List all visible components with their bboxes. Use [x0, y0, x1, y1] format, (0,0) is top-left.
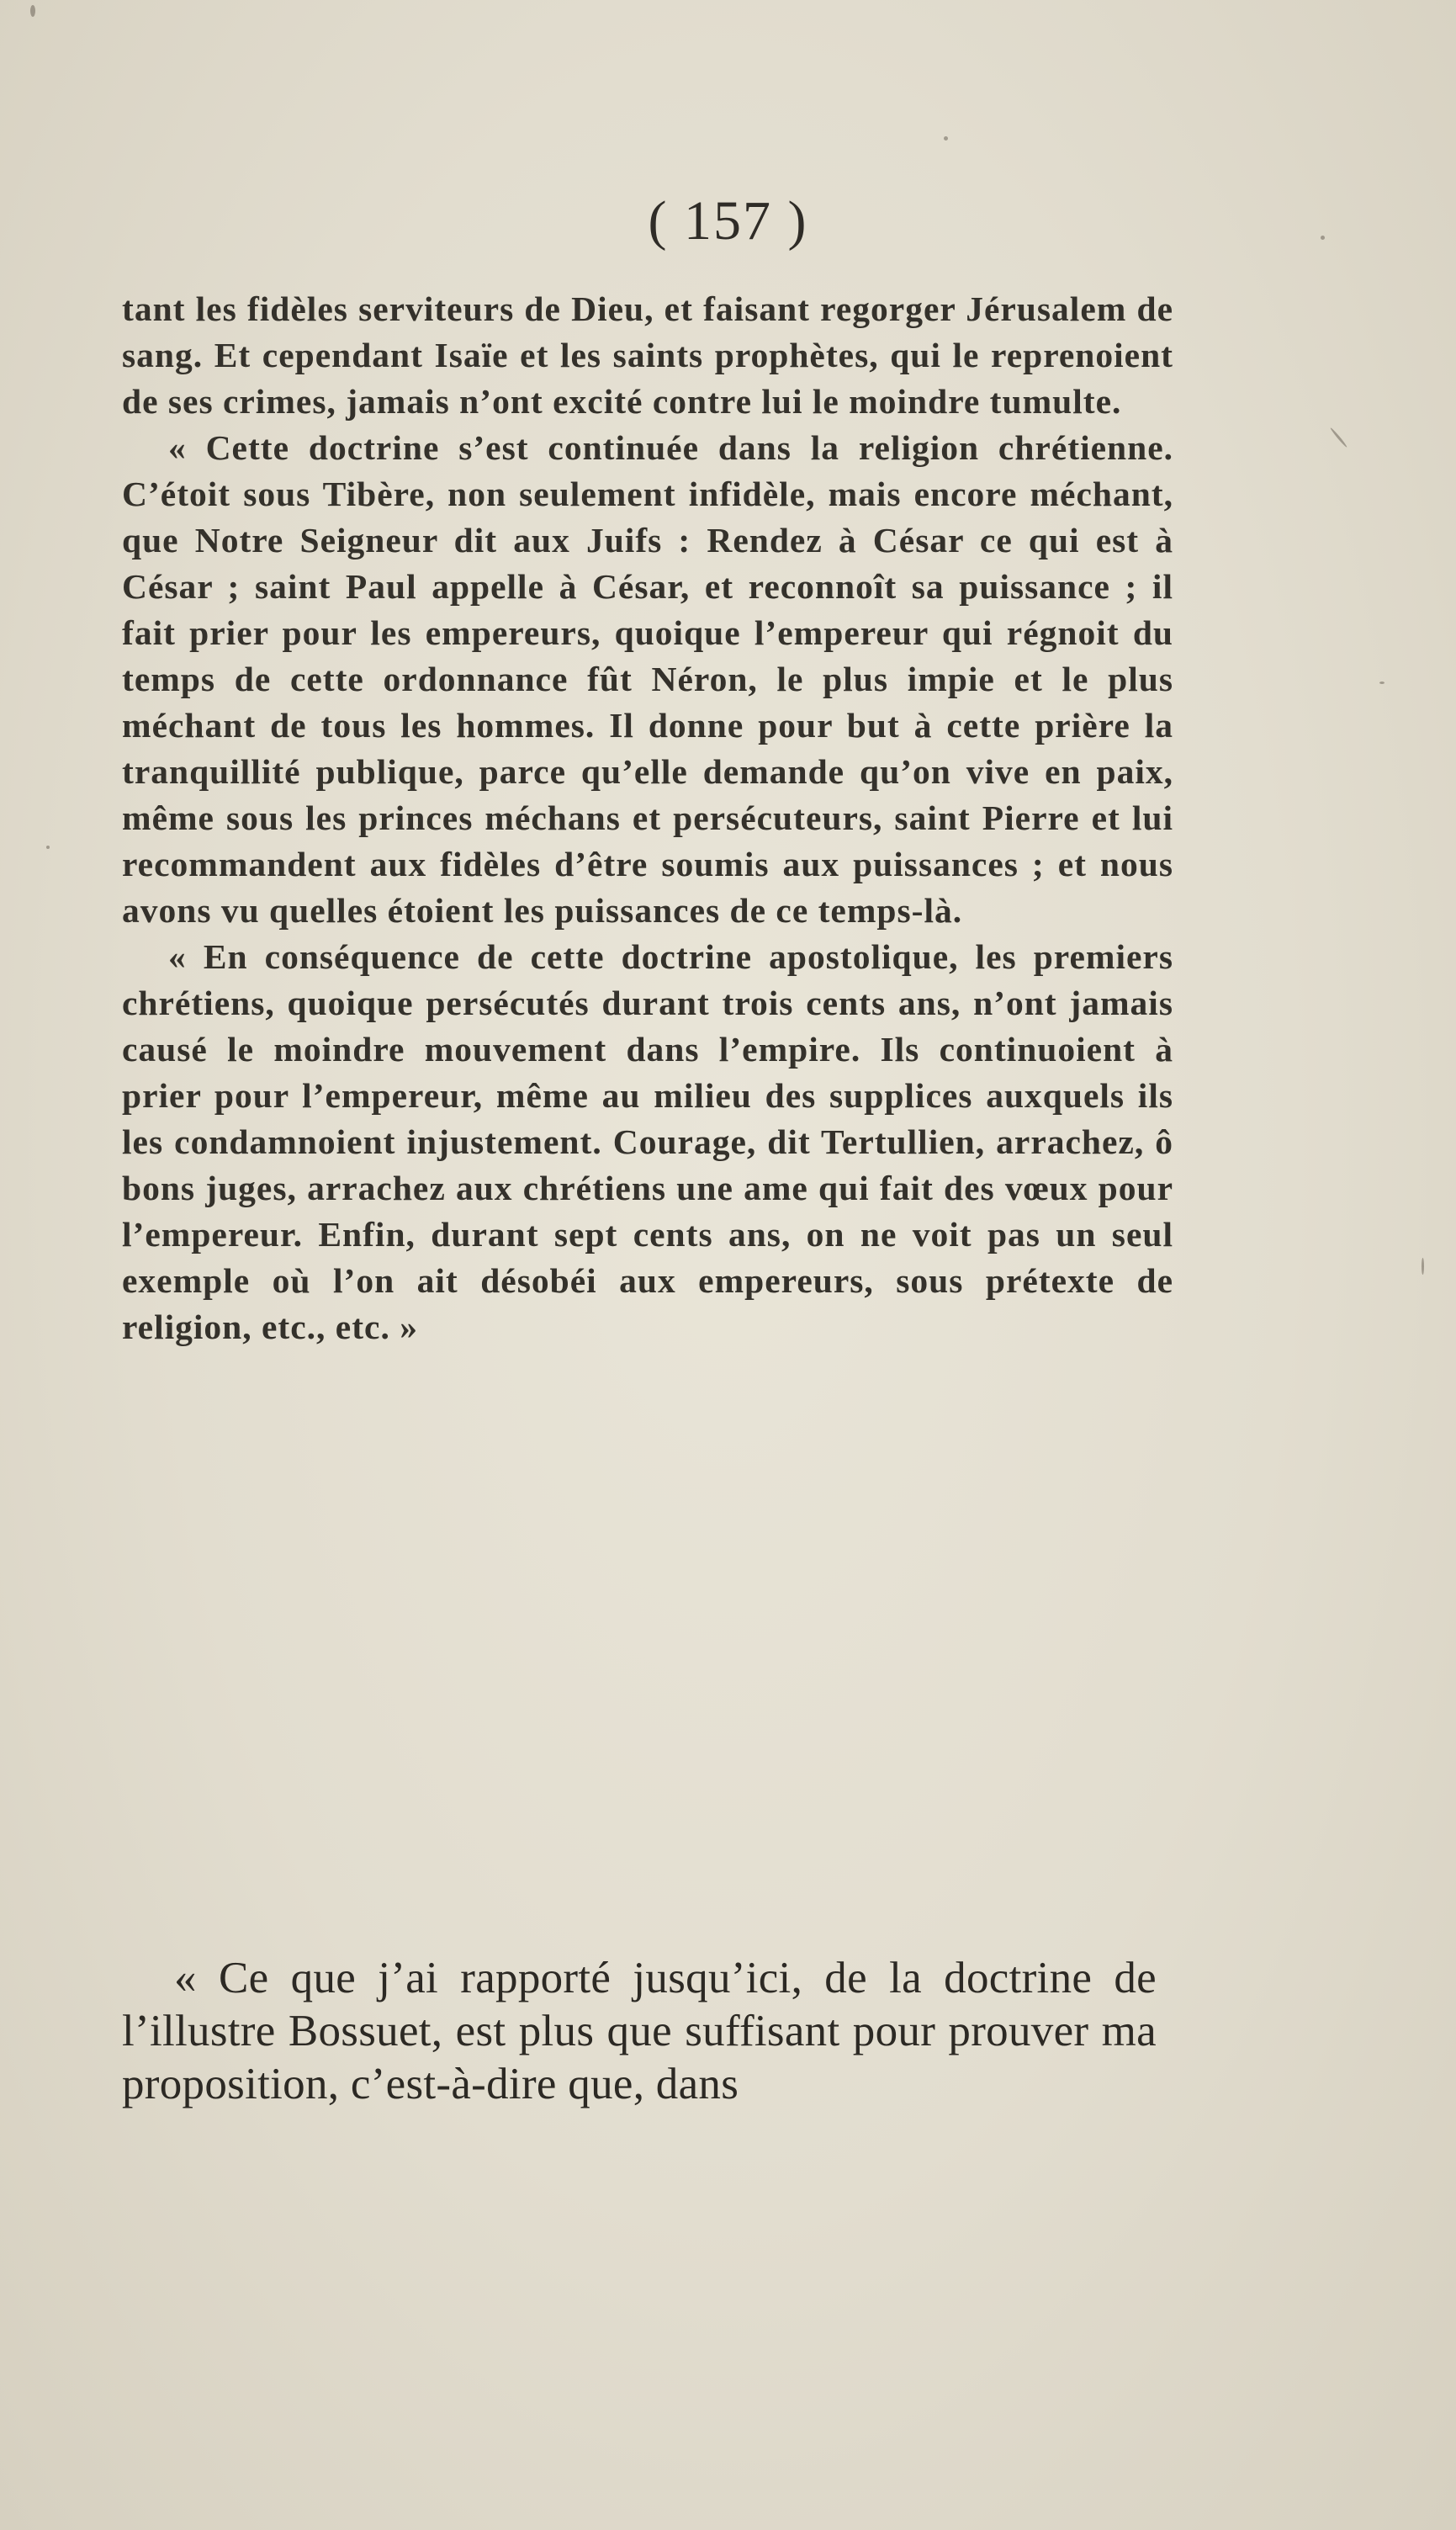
quote-paragraph: tant les fidèles serviteurs de Dieu, et faisant regorger Jérusalem de sang. Et cependant Isaïe et les saints prophètes, qui le reprenoient de ses crimes, jamais n’ont excité contre lui le moindre tumulte. [122, 289, 1173, 421]
paper-speck [30, 5, 35, 17]
body-paragraph: « Ce que j’ai rapporté jusqu’ici, de la doctrine de l’illustre Bossuet, est plus que suffisant pour prouver ma proposition, c’est-à-dire que, dans [122, 1954, 1157, 2108]
main-text [122, 1952, 1157, 2111]
paper-speck [1379, 682, 1385, 684]
quote-paragraph: « En conséquence de cette doctrine apostolique, les premiers chrétiens, quoique persécutés durant trois cents ans, n’ont jamais causé le moindre mouvement dans l’empire. Ils continuoient à prier pour l’empereur, même au milieu des supplices auxquels ils les condamnoient injustement. Courage, dit Tertullien, arrachez, ô bons juges, arrachez aux chrétiens une ame qui fait des vœux pour l’empereur. Enfin, durant sept cents ans, on ne voit pas un seul exemple où l’on ait désobéi aux empereurs, sous prétexte de religion, etc., etc. » [122, 937, 1173, 1346]
paper-speck [1330, 427, 1348, 448]
quote-paragraph: « Cette doctrine s’est continuée dans la religion chrétienne. C’étoit sous Tibère, non seulement infidèle, mais encore méchant, que Notre Seigneur dit aux Juifs : Rendez à César ce qui est à César ; saint Paul appelle à César, et reconnoît sa puissance ; il fait prier pour les empereurs, quoique l’empereur qui régnoit du temps de cette ordonnance fût Néron, le plus impie et le plus méchant de tous les hommes. Il donne pour but à cette prière la tranquillité publique, parce qu’elle demande qu’on vive en paix, même sous les princes méchans et persécuteurs, saint Pierre et lui recommandent aux fidèles d’être soumis aux puissances ; et nous avons vu quelles étoient les puissances de ce temps-là. [122, 428, 1173, 930]
page-number: ( 157 ) [648, 190, 808, 252]
paper-speck [46, 846, 50, 849]
paper-speck [1422, 1258, 1424, 1275]
paper-speck [944, 136, 948, 141]
quoted-passage [122, 286, 1173, 1350]
